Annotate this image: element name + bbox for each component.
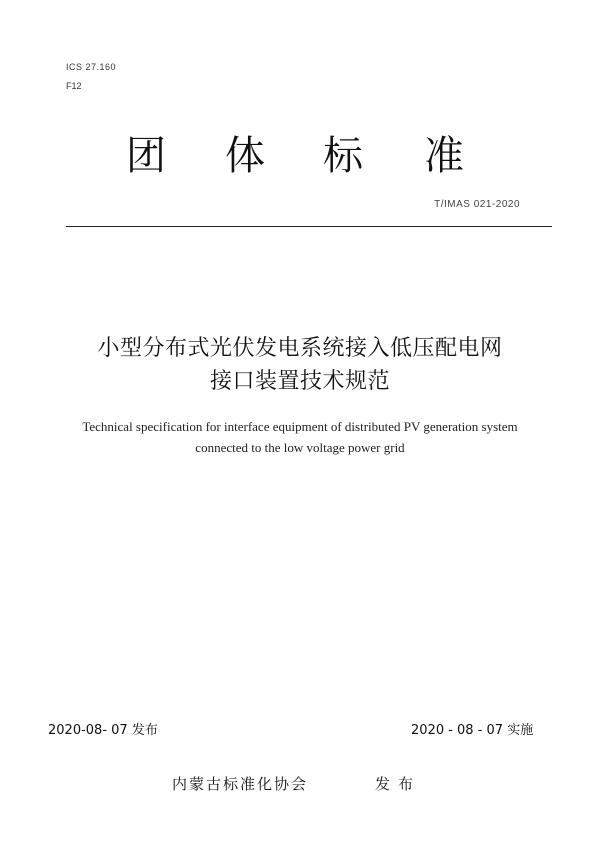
implementation-date: 2020 - 08 - 07 实施 bbox=[411, 723, 534, 738]
issue-action: 发布 bbox=[375, 775, 422, 793]
standard-type-char: 准 bbox=[424, 133, 464, 179]
ics-code: ICS 27.160 bbox=[66, 62, 117, 72]
issue-date: 2020-08- 07 发布 bbox=[48, 723, 158, 738]
chinese-title-line: 小型分布式光伏发电系统接入低压配电网 bbox=[97, 336, 503, 361]
english-title bbox=[0, 416, 600, 458]
standard-type-char: 标 bbox=[323, 133, 363, 179]
ccs-code: F12 bbox=[66, 81, 82, 91]
issuing-organization: 内蒙古标准化协会 bbox=[172, 775, 309, 793]
english-title-line: connected to the low voltage power grid bbox=[195, 440, 405, 455]
standard-type-char: 团 bbox=[126, 133, 166, 179]
header-divider bbox=[66, 226, 552, 227]
standard-type-heading bbox=[0, 128, 600, 188]
english-title-line: Technical specification for interface equipment of distributed PV generation system bbox=[82, 419, 518, 434]
standard-type-char: 体 bbox=[225, 133, 265, 179]
chinese-title-line: 接口装置技术规范 bbox=[209, 369, 390, 394]
chinese-title bbox=[0, 332, 600, 398]
standard-code: T/IMAS 021-2020 bbox=[434, 199, 520, 210]
